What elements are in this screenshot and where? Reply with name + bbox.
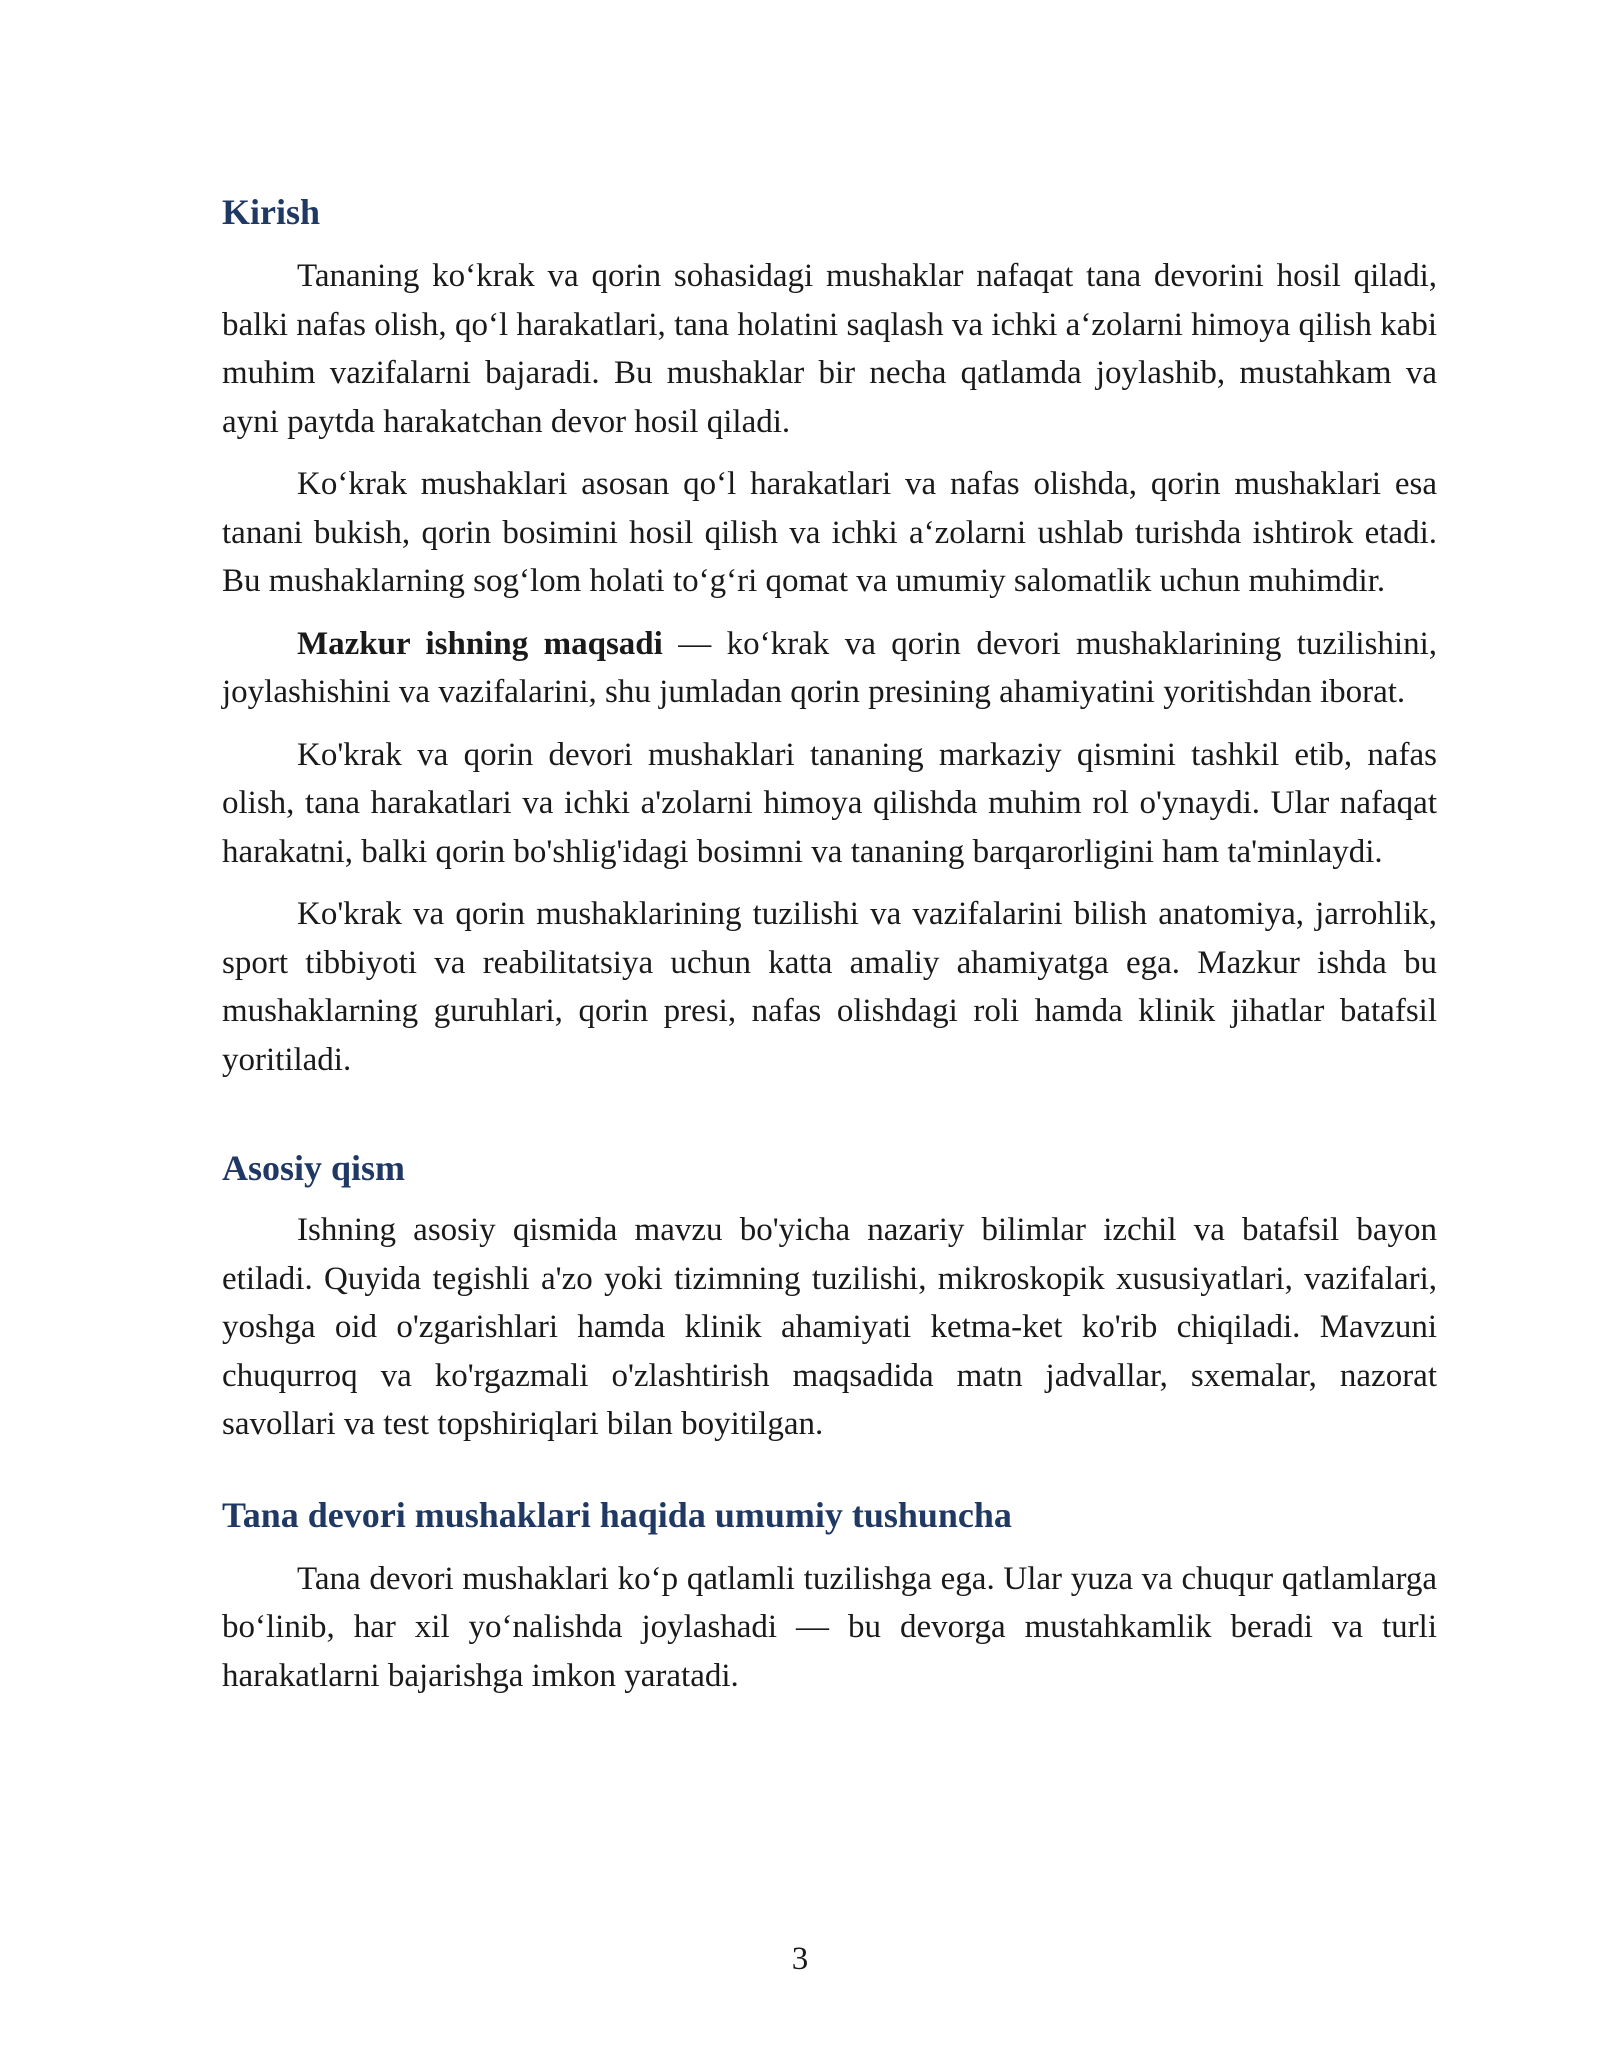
document-page bbox=[222, 188, 1437, 1700]
page-number: 3 bbox=[791, 1941, 809, 1977]
section-heading-kirish: Kirish bbox=[222, 192, 321, 232]
goal-label: Mazkur ishning maqsadi bbox=[297, 625, 663, 662]
intro-paragraph-2: Ko‘krak mushaklari asosan qo‘l harakatlari va nafas olishda, qorin mushaklari esa tanani bukish, qorin bosimini hosil qilish va ichki a‘zolarni ushlab turishda ishtirok etadi. Bu mushaklarning sog‘lom holati to‘g‘ri qomat va umumiy salomatlik uchun muhimdir. bbox=[222, 466, 1437, 599]
goal-text: — ko‘krak va qorin devori mushaklarining tuzilishini, joylashishini va vazifalarini, shu jumladan qorin presining ahamiyatini yoritishdan iborat. bbox=[222, 625, 1437, 710]
intro-paragraph-5: Ko'krak va qorin mushaklarining tuzilishi va vazifalarini bilish anatomiya, jarrohlik, sport tibbiyoti va reabilitatsiya uchun katta amaliy ahamiyatga ega. Mazkur ishda bu mushaklarning guruhlari, qorin presi, nafas olishdagi roli hamda klinik jihatlar batafsil yoritiladi. bbox=[222, 896, 1437, 1078]
section-heading-asosiy-qism: Asosiy qism bbox=[222, 1148, 406, 1188]
main-paragraph-1: Ishning asosiy qismida mavzu bo'yicha nazariy bilimlar izchil va batafsil bayon etiladi. Quyida tegishli a'zo yoki tizimning tuzilishi, mikroskopik xususiyatlari, vazifalari, yoshga oid o'zgarishlari hamda klinik ahamiyati ketma-ket ko'rib chiqiladi. Mavzuni chuqurroq va ko'rgazmali o'zlashtirish maqsadida matn jadvallar, sxemalar, nazorat savollari va test topshiriqlari bilan boyitilgan. bbox=[222, 1212, 1437, 1442]
intro-paragraph-1: Tananing ko‘krak va qorin sohasidagi mushaklar nafaqat tana devorini hosil qiladi, balki nafas olish, qo‘l harakatlari, tana holatini saqlash va ichki a‘zolarni himoya qilish kabi muhim vazifalarni bajaradi. Bu mushaklar bir necha qatlamda joylashib, mustahkam va ayni paytda harakatchan devor hosil qiladi. bbox=[222, 258, 1437, 440]
intro-paragraph-goal bbox=[222, 620, 1437, 717]
intro-paragraph-4: Ko'krak va qorin devori mushaklari tananing markaziy qismini tashkil etib, nafas olish, tana harakatlari va ichki a'zolarni himoya qilishda muhim rol o'ynaydi. Ular nafaqat harakatni, balki qorin bo'shlig'idagi bosimni va tananing barqarorligini ham ta'minlaydi. bbox=[222, 736, 1437, 870]
section-heading-tana-devori: Tana devori mushaklari haqida umumiy tushuncha bbox=[222, 1494, 1012, 1535]
body-wall-paragraph-1: Tana devori mushaklari ko‘p qatlamli tuzilishga ega. Ular yuza va chuqur qatlamlarga bo‘linib, har xil yo‘nalishda joylashadi — bu devorga mustahkamlik beradi va turli harakatlarni bajarishga imkon yaratadi. bbox=[222, 1560, 1437, 1694]
